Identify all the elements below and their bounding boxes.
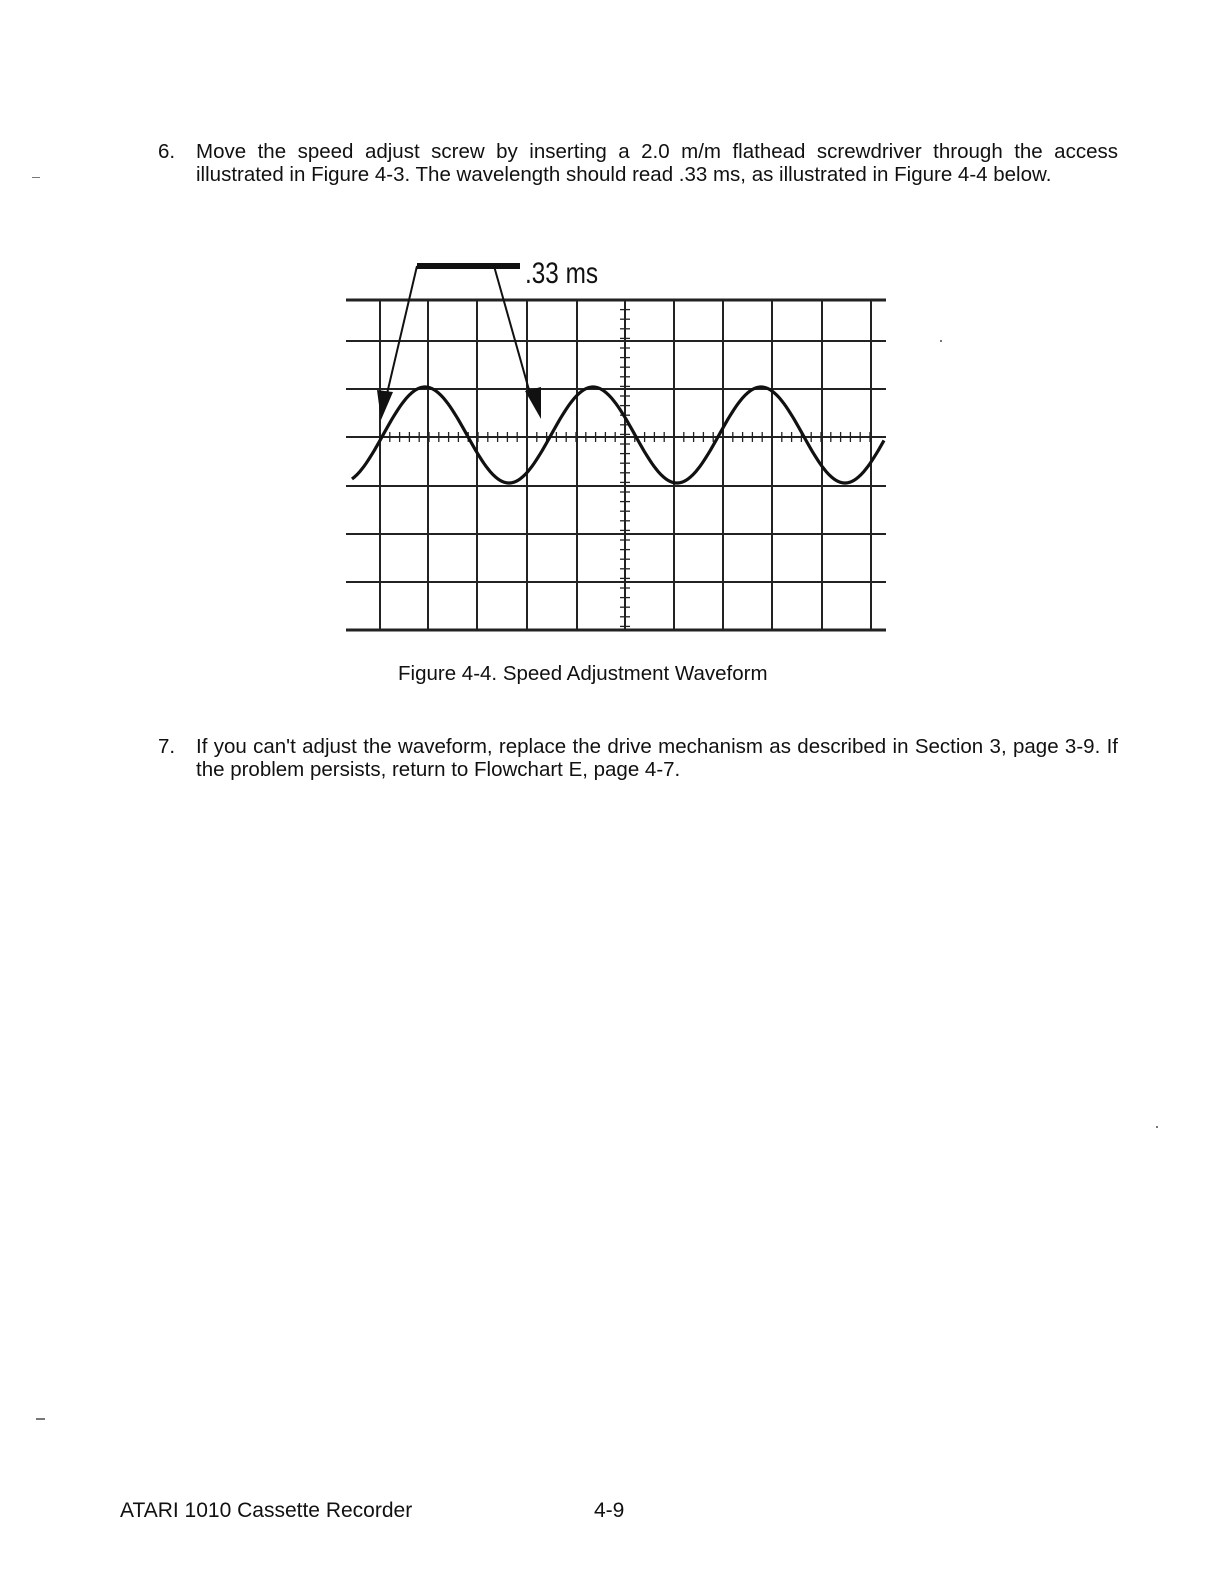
- page-number: 4-9: [594, 1499, 625, 1522]
- scan-mark: [940, 340, 942, 342]
- scan-mark: [32, 177, 40, 178]
- sine-waveform: [352, 387, 884, 483]
- step-number: 6.: [158, 140, 176, 163]
- wavelength-label: .33 ms: [525, 257, 598, 290]
- step-6: [158, 140, 1118, 212]
- step-text: If you can't adjust the waveform, replace the drive mechanism as described in Section 3, page 3-9. If the problem persists, return to Flowchart E, page 4-7.: [196, 735, 1118, 781]
- wavelength-marker: [377, 266, 541, 420]
- step-7: [158, 735, 1118, 785]
- scan-mark: [36, 1418, 45, 1420]
- figure-caption: Figure 4-4. Speed Adjustment Waveform: [398, 662, 768, 685]
- oscilloscope-grid: [346, 300, 886, 630]
- scan-mark: [1156, 1126, 1158, 1128]
- speed-adjustment-waveform-figure: [340, 246, 890, 638]
- step-number: 7.: [158, 735, 176, 758]
- footer-title: ATARI 1010 Cassette Recorder: [120, 1499, 413, 1522]
- step-text: Move the speed adjust screw by inserting a 2.0 m/m flathead screwdriver through the access illustrated in Figure 4-3. The wavelength should read .33 ms, as illustrated in Figure 4-4 below.: [196, 140, 1118, 186]
